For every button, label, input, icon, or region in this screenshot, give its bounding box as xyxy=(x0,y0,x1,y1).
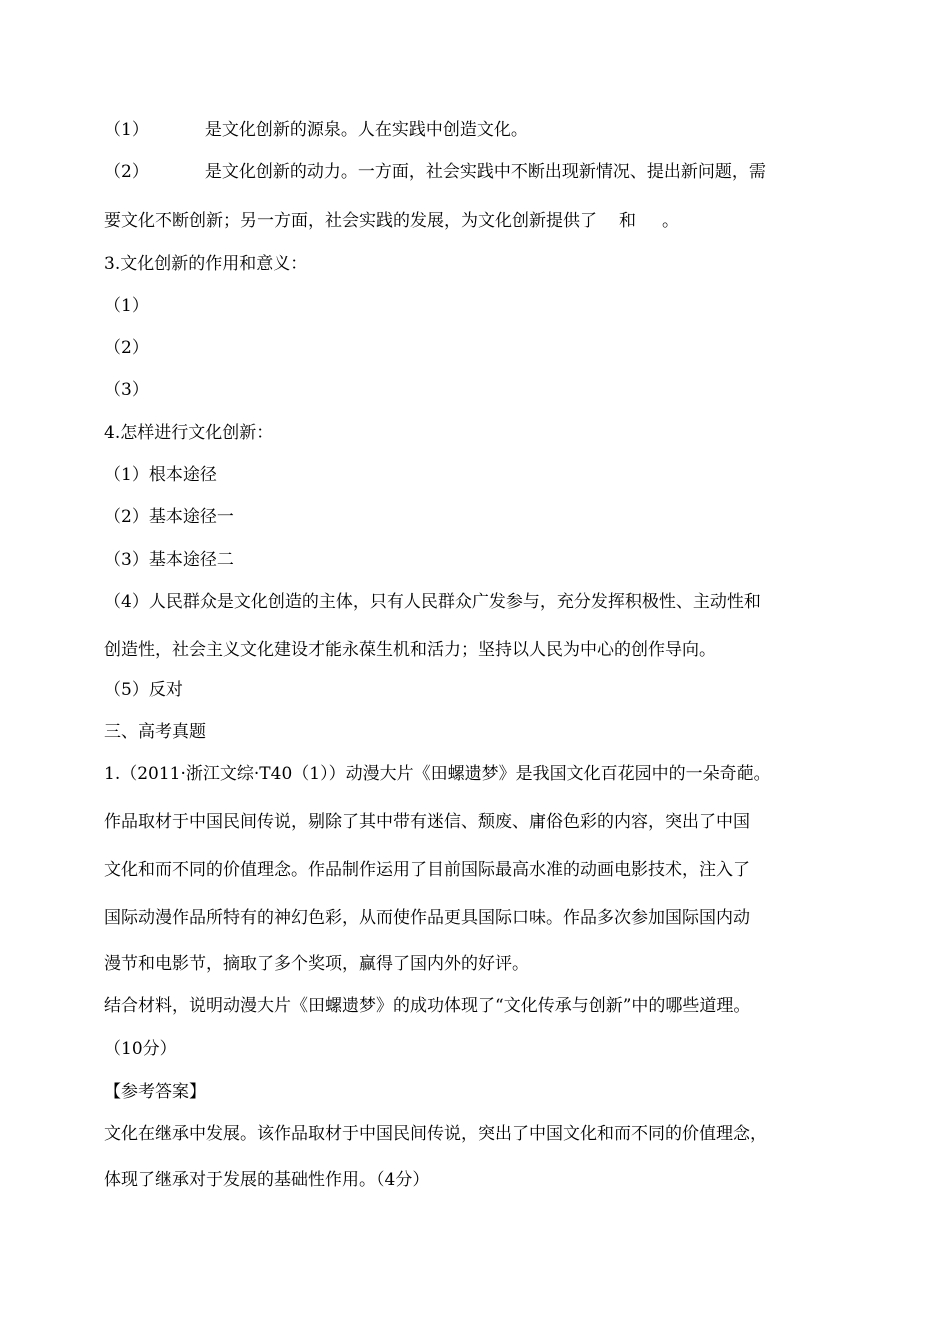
line-text: 是文化创新的动力。一方面，社会实践中不断出现新情况、提出新问题，需 xyxy=(204,162,766,182)
line-text: 是文化创新的源泉。人在实践中创造文化。 xyxy=(204,120,528,140)
line-text: 和 xyxy=(619,211,636,231)
line-13: 创造性，社会主义文化建设才能永葆生机和活力；坚持以人民为中心的创作导向。 xyxy=(104,640,716,660)
item-prefix: （1） xyxy=(104,120,149,140)
item-prefix: （2） xyxy=(104,162,149,182)
section-heading-gaokao: 三、高考真题 xyxy=(104,722,206,742)
question-1-prompt: 结合材料，说明动漫大片《田螺遗梦》的成功体现了“文化传承与创新”中的哪些道理。 xyxy=(104,996,751,1016)
line-1 xyxy=(104,118,528,142)
line-9: （1）根本途径 xyxy=(104,465,217,485)
question-1-line: 文化和而不同的价值理念。作品制作运用了目前国际最高水准的动画电影技术，注入了 xyxy=(104,860,750,880)
answer-heading: 【参考答案】 xyxy=(104,1082,206,1102)
question-1-score: （10分） xyxy=(104,1039,177,1059)
line-2 xyxy=(104,160,766,184)
line-text: 。 xyxy=(662,211,679,231)
line-3 xyxy=(104,209,679,233)
question-1-line: 作品取材于中国民间传说，剔除了其中带有迷信、颓废、庸俗色彩的内容，突出了中国 xyxy=(104,812,750,832)
answer-line: 体现了继承对于发展的基础性作用。（4分） xyxy=(104,1170,430,1190)
line-11: （3）基本途径二 xyxy=(104,550,234,570)
line-12: （4）人民群众是文化创造的主体，只有人民群众广发参与，充分发挥积极性、主动性和 xyxy=(104,592,761,612)
line-6: （2） xyxy=(104,338,149,358)
line-text: 要文化不断创新；另一方面，社会实践的发展，为文化创新提供了 xyxy=(104,211,597,231)
line-10: （2）基本途径一 xyxy=(104,507,234,527)
section-heading-4: 4.怎样进行文化创新： xyxy=(104,423,274,443)
section-heading-3: 3.文化创新的作用和意义： xyxy=(104,254,308,274)
line-7: （3） xyxy=(104,380,149,400)
line-5: （1） xyxy=(104,296,149,316)
question-1-line: 漫节和电影节，摘取了多个奖项，赢得了国内外的好评。 xyxy=(104,954,529,974)
answer-line: 文化在继承中发展。该作品取材于中国民间传说，突出了中国文化和而不同的价值理念， xyxy=(104,1124,767,1144)
question-1-line: 国际动漫作品所特有的神幻色彩，从而使作品更具国际口味。作品多次参加国际国内动 xyxy=(104,908,750,928)
line-14: （5）反对 xyxy=(104,680,183,700)
question-1-line: 1.（2011·浙江文综·T40（1））动漫大片《田螺遗梦》是我国文化百花园中的一朵奇葩。 xyxy=(104,764,771,784)
